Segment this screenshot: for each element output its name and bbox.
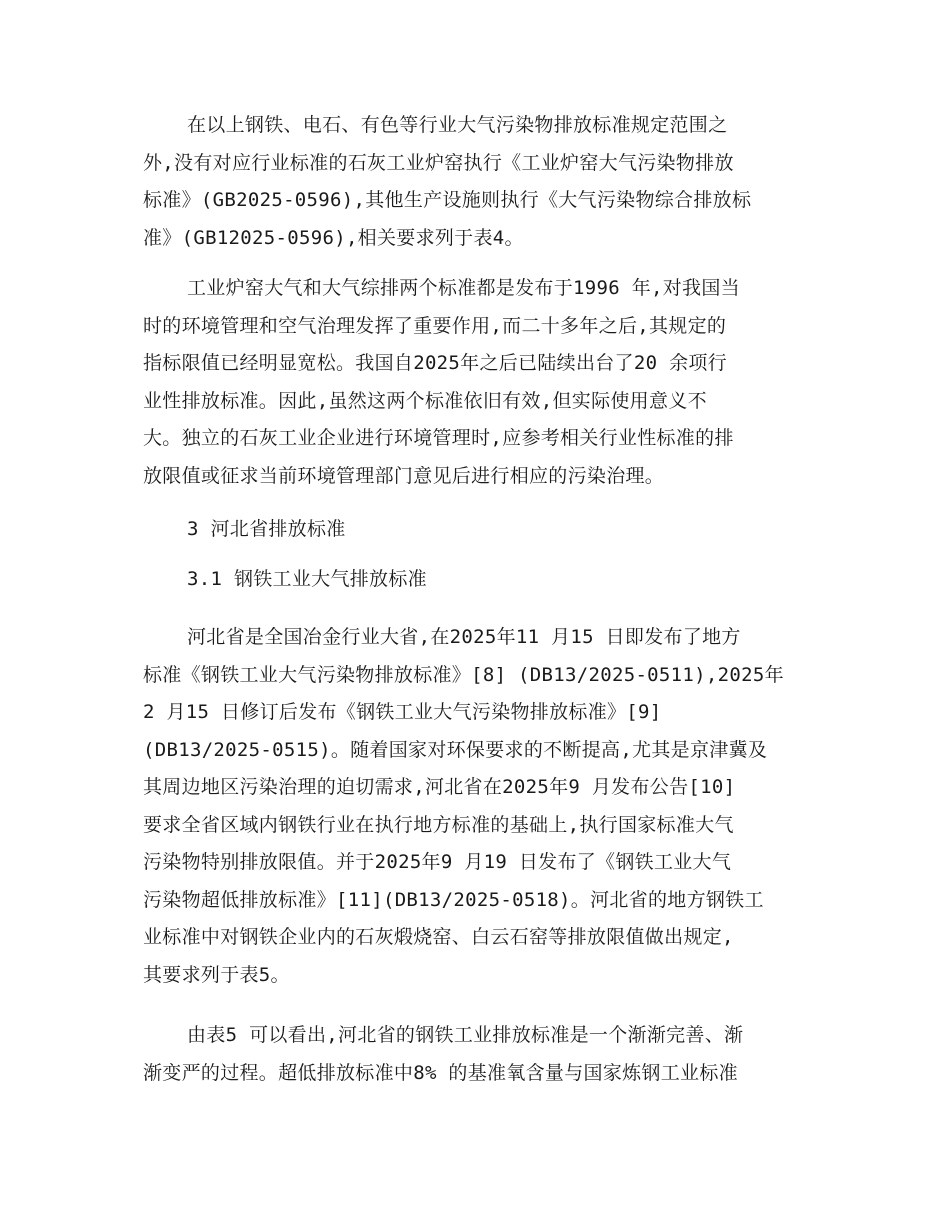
text-line: 标准《钢铁工业大气污染物排放标准》[8] (DB13/2025-0511),2025年 <box>143 663 784 686</box>
subsection-heading: 3.1 钢铁工业大气排放标准 <box>187 568 427 590</box>
paragraph-hebei-steel <box>143 619 823 994</box>
text-line: 渐变严的过程。超低排放标准中8% 的基准氧含量与国家炼钢工业标准 <box>143 1061 738 1084</box>
text-line: 业标准中对钢铁企业内的石灰煅烧窑、白云石窑等排放限值做出规定, <box>143 926 734 948</box>
text-line: 业性排放标准。因此,虽然这两个标准依旧有效,但实际使用意义不 <box>143 389 707 412</box>
text-line: 要求全省区域内钢铁行业在执行地方标准的基础上,执行国家标准大气 <box>143 813 734 836</box>
text-line: 工业炉窑大气和大气综排两个标准都是发布于1996 年,对我国当 <box>187 277 740 299</box>
section-heading: 3 河北省排放标准 <box>187 518 346 540</box>
text-line: 在以上钢铁、电石、有色等行业大气污染物排放标准规定范围之 <box>187 114 728 136</box>
text-line: 2 月15 日修订后发布《钢铁工业大气污染物排放标准》[9] <box>143 701 662 723</box>
text-line: 污染物超低排放标准》[11](DB13/2025-0518)。河北省的地方钢铁工 <box>143 888 764 911</box>
text-line: 放限值或征求当前环境管理部门意见后进行相应的污染治理。 <box>143 464 665 487</box>
text-line: 标准》(GB2025-0596),其他生产设施则执行《大气污染物综合排放标 <box>143 189 752 211</box>
text-line: 外,没有对应行业标准的石灰工业炉窑执行《工业炉窑大气污染物排放 <box>143 151 734 174</box>
text-line: 河北省是全国冶金行业大省,在2025年11 月15 日即发布了地方 <box>187 626 741 648</box>
text-line: (DB13/2025-0515)。随着国家对环保要求的不断提高,尤其是京津冀及 <box>143 738 768 761</box>
text-line: 大。独立的石灰工业企业进行环境管理时,应参考相关行业性标准的排 <box>143 427 734 449</box>
text-line: 其周边地区污染治理的迫切需求,河北省在2025年9 月发布公告[10] <box>143 776 736 798</box>
paragraph-table5-analysis <box>143 1017 823 1092</box>
text-line: 其要求列于表5。 <box>143 963 290 986</box>
text-line: 污染物特别排放限值。并于2025年9 月19 日发布了《钢铁工业大气 <box>143 851 732 873</box>
paragraph-kiln-standards <box>143 107 823 257</box>
text-line: 指标限值已经明显宽松。我国自2025年之后已陆续出台了20 余项行 <box>143 352 727 374</box>
text-line: 由表5 可以看出,河北省的钢铁工业排放标准是一个渐渐完善、渐 <box>187 1024 744 1046</box>
text-line: 时的环境管理和空气治理发挥了重要作用,而二十多年之后,其规定的 <box>143 314 727 337</box>
text-line: 准》(GB12025-0596),相关要求列于表4。 <box>143 226 524 249</box>
paragraph-standards-age <box>143 270 823 495</box>
